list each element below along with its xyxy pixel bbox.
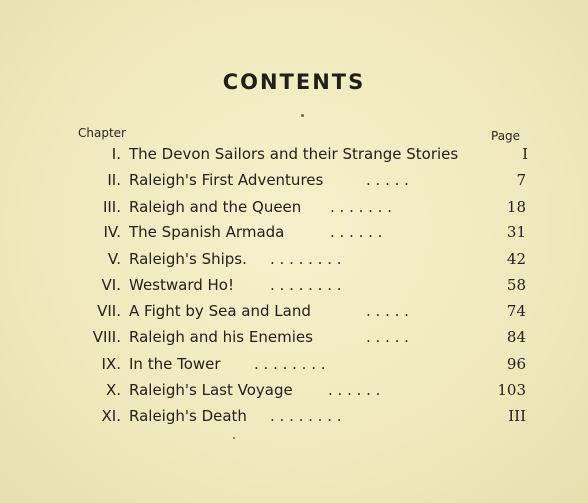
toc-entry: [0, 171, 588, 195]
chapter-title: In the Tower: [129, 355, 221, 373]
page-number: 18: [506, 198, 526, 216]
chapter-number: XI.: [101, 407, 121, 425]
chapter-title: A Fight by Sea and Land: [129, 302, 311, 320]
chapter-title: Raleigh and his Enemies: [129, 328, 313, 346]
chapter-title: Raleigh's Death: [129, 407, 247, 425]
chapter-number: IV.: [103, 223, 121, 241]
toc-entry: [0, 276, 588, 300]
chapter-number: I.: [111, 145, 121, 163]
toc-entry: [0, 302, 588, 326]
dot-leader: . . . . . . . .: [270, 276, 342, 294]
page-number: 74: [506, 302, 526, 320]
chapter-column-header: Chapter: [78, 126, 126, 140]
chapter-number: VIII.: [92, 328, 121, 346]
dot-leader: . . . . . . . .: [270, 407, 342, 425]
toc-entry: [0, 328, 588, 352]
toc-entry: [0, 198, 588, 222]
chapter-number: VI.: [101, 276, 121, 294]
chapter-title: The Devon Sailors and their Strange Stories: [129, 145, 459, 163]
chapter-number: III.: [102, 198, 121, 216]
chapter-number: VII.: [97, 302, 121, 320]
toc-entry: [0, 407, 588, 431]
chapter-number: V.: [107, 250, 121, 268]
paper-speck: [301, 114, 304, 117]
dot-leader: . . . . . . . .: [254, 355, 326, 373]
paper-speck: [233, 437, 235, 439]
page-number: 103: [497, 381, 526, 399]
page-number: 7: [516, 171, 526, 189]
toc-entry: [0, 223, 588, 247]
page-number: 84: [506, 328, 526, 346]
chapter-number: X.: [105, 381, 121, 399]
page-number: 31: [506, 223, 526, 241]
dot-leader: . . . . . . .: [330, 198, 392, 216]
chapter-title: Raleigh's Ships.: [129, 250, 247, 268]
dot-leader: . . . . . .: [330, 223, 383, 241]
chapter-title: Raleigh and the Queen: [129, 198, 302, 216]
chapter-number: IX.: [101, 355, 121, 373]
chapter-title: The Spanish Armada: [129, 223, 285, 241]
page-number: III: [508, 407, 526, 425]
toc-entry: [0, 250, 588, 274]
toc-entry: [0, 145, 588, 169]
page-number: I: [522, 145, 528, 163]
dot-leader: . . . . .: [366, 171, 409, 189]
page-title: CONTENTS: [222, 70, 366, 94]
dot-leader: . . . . . .: [328, 381, 381, 399]
chapter-title: Westward Ho!: [129, 276, 234, 294]
toc-entry: [0, 355, 588, 379]
dot-leader: . . . . .: [366, 328, 409, 346]
page-number: 58: [506, 276, 526, 294]
chapter-title: Raleigh's Last Voyage: [129, 381, 293, 399]
dot-leader: . . . . .: [366, 302, 409, 320]
dot-leader: . . . . . . . .: [270, 250, 342, 268]
toc-entry: [0, 381, 588, 405]
chapter-number: II.: [107, 171, 121, 189]
page-column-header: Page: [491, 129, 521, 143]
chapter-title: Raleigh's First Adventures: [129, 171, 324, 189]
page-number: 42: [506, 250, 526, 268]
page-number: 96: [506, 355, 526, 373]
